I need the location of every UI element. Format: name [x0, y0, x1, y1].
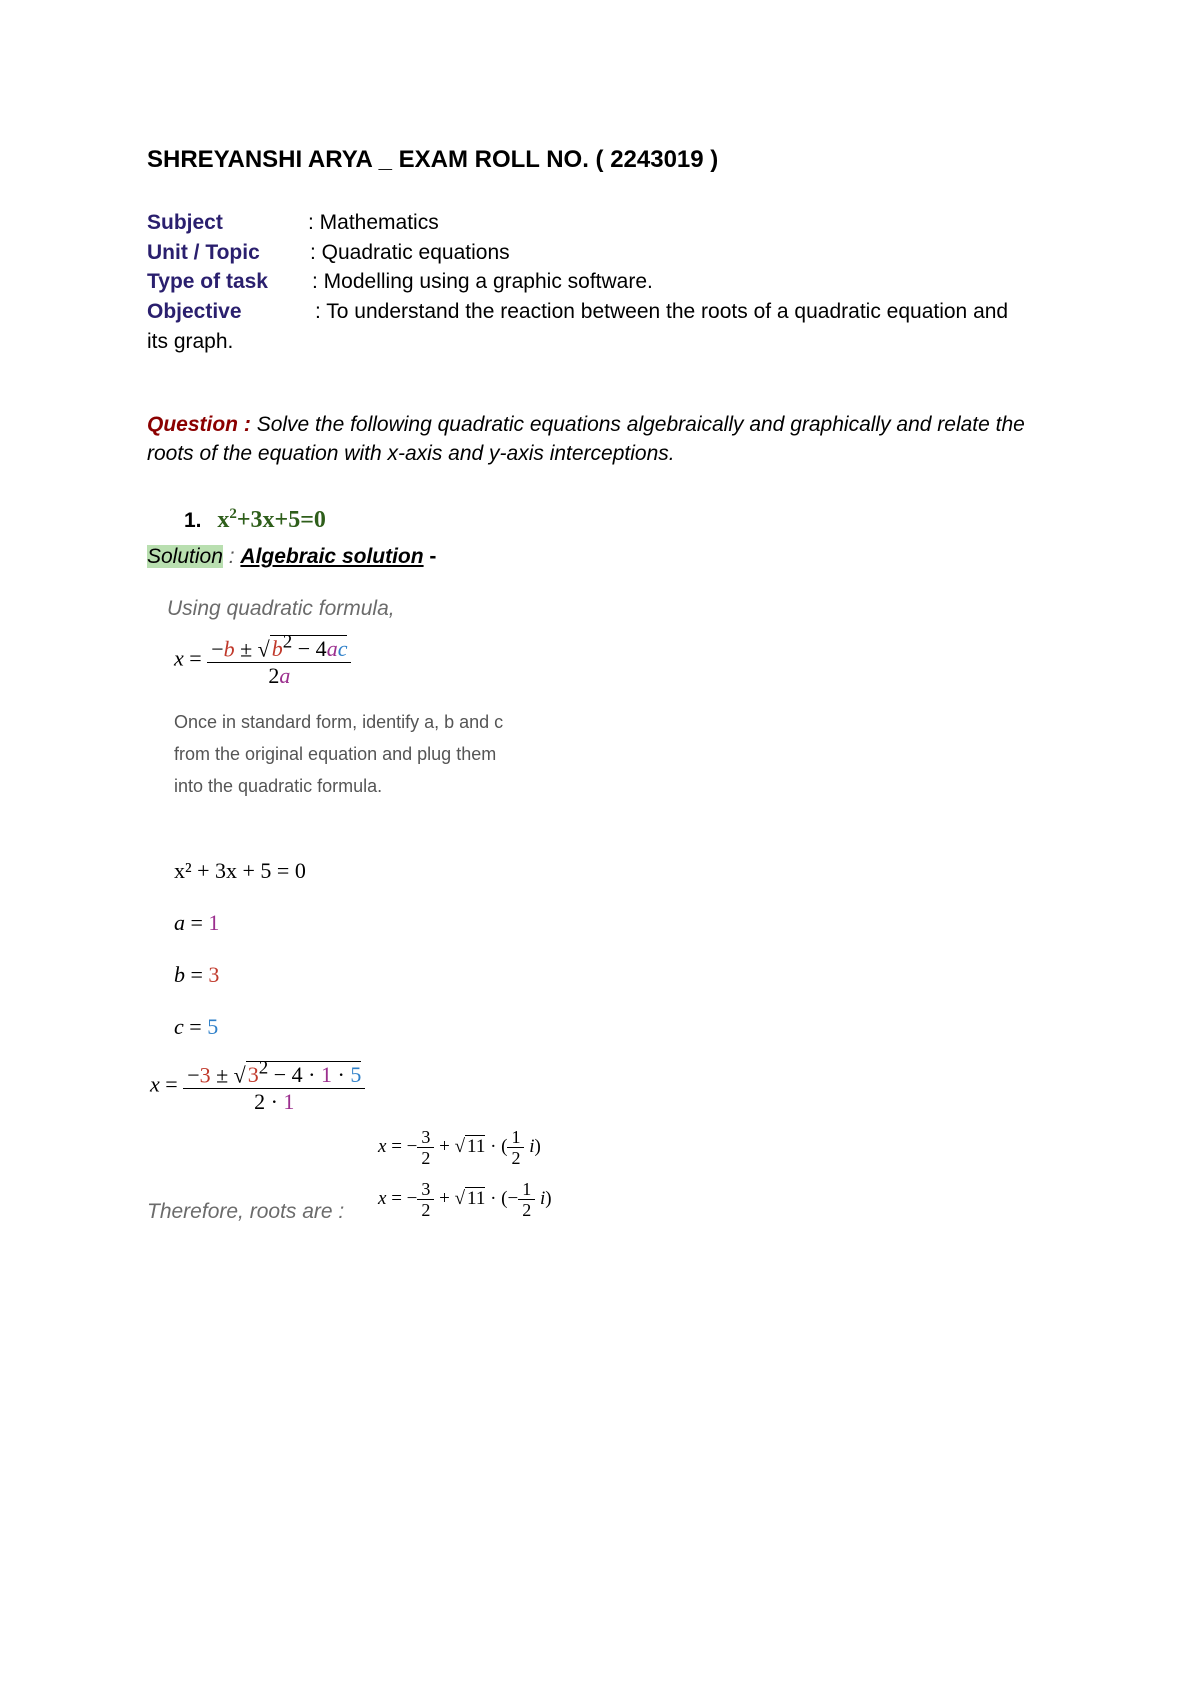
item-number: 1. — [184, 509, 202, 532]
root-2: x = − $\frac{3}{2}$ + √ 11 · (− $\frac{1}{2}$ i) — [378, 1179, 552, 1220]
algebraic-solution-label: Algebraic solution — [240, 545, 424, 568]
formula-explanation: Once in standard form, identify a, b and c from the original equation and plug them into the quadratic formula. — [174, 712, 504, 796]
subject-label: Subject — [147, 211, 223, 234]
meta-objective — [147, 300, 242, 324]
meta-unit — [147, 241, 260, 265]
coefficient-c: c = 5 — [174, 1014, 219, 1039]
meta-unit-value: : Quadratic equations — [310, 241, 510, 264]
type-label: Type of task — [147, 270, 268, 293]
objective-label: Objective — [147, 300, 242, 323]
meta-type-value: : Modelling using a graphic software. — [312, 270, 653, 293]
quadratic-formula: x = $\frac{-b \pm √b^2 - 4ac}{2a}$ — [174, 632, 351, 689]
solution-heading: Solution : Algebraic solution - — [147, 545, 437, 568]
page-title: SHREYANSHI ARYA _ EXAM ROLL NO. ( 2243019 ) — [147, 146, 719, 173]
question-text: Solve the following quadratic equations algebraically and graphically and relate the roots of the equation with x-axis and y-axis interceptions. — [147, 413, 1025, 465]
coefficient-b: b = 3 — [174, 962, 220, 987]
question — [147, 410, 1067, 468]
equation-1: $x^2+3x+5=0$ — [217, 506, 326, 533]
solution-label: Solution — [147, 545, 223, 568]
formula-intro: Using quadratic formula, — [167, 597, 395, 620]
meta-type — [147, 270, 268, 294]
equation-item-1 — [184, 506, 326, 534]
coefficient-a: a = 1 — [174, 910, 220, 935]
root-1: x = − $\frac{3}{2}$ + √ 11 · ( $\frac{1}{2}$ i) — [378, 1127, 541, 1168]
meta-subject — [147, 211, 223, 235]
standard-form-equation: x² + 3x + 5 = 0 — [174, 858, 306, 883]
substituted-formula: x = $\frac{-3 \pm √3^2 - 4 \cdot 1 \cdot 5}{2 \cdot 1}$ — [150, 1058, 365, 1115]
meta-subject-value: : Mathematics — [308, 211, 439, 234]
roots-label: Therefore, roots are : — [147, 1200, 345, 1223]
meta-objective-value-2: its graph. — [147, 330, 234, 353]
question-label: Question : — [147, 413, 251, 436]
unit-label: Unit / Topic — [147, 241, 260, 264]
meta-objective-value: : To understand the reaction between the roots of a quadratic equation and — [315, 300, 1009, 323]
